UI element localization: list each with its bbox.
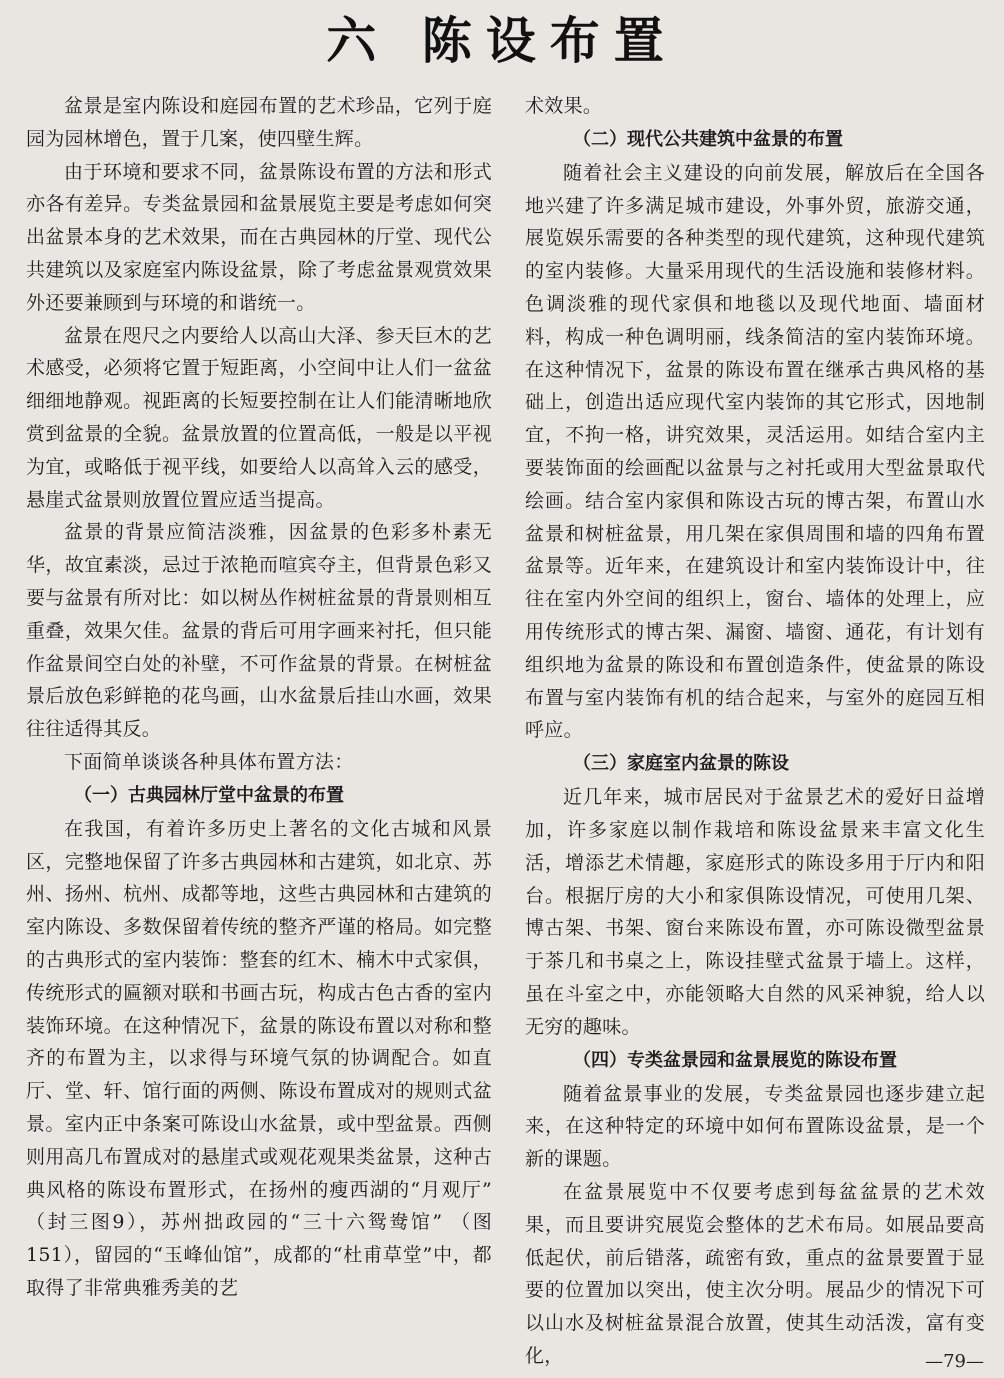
paragraph: 随着盆景事业的发展，专类盆景园也逐步建立起来，在这种特定的环境中如何布置陈设盆景，是一个新的课题。	[525, 1082, 985, 1171]
paragraph: 随着社会主义建设的向前发展，解放后在全国各地兴建了许多满足城市建设，外事外贸，旅游交通，展览娱乐需要的各种类型的现代建筑，这种现代建筑的室内装修。大量采用现代的生活设施和装修材料。色调淡雅的现代家俱和地毯以及现代地面、墙面材料，构成一种色调明丽，线条简洁的室内装饰环境。在这种情况下，盆景的陈设布置在继承古典风格的基础上，创造出适应现代室内装饰的其它形式，因地制宜，不拘一格，讲究效果，灵活运用。如结合室内主要装饰面的绘画配以盆景与之衬托或用大型盆景取代绘画。结合室内家俱和陈设古玩的博古架，布置山水盆景和树桩盆景，用几架在家俱周围和墙的四角布置盆景等。近年来，在建筑设计和室内装饰设计中，往往在室内外空间的组织上，窗台、墙体的处理上，应用传统形式的博古架、漏窗、墙窗、通花，有计划有组织地为盆景的陈设和布置创造条件，使盆景的陈设布置与室内装饰有机的结合起来，与室外的庭园互相呼应。	[525, 161, 985, 742]
section-heading: （四）专类盆景园和盆景展览的陈设布置	[573, 1049, 897, 1071]
paragraph: 盆景是室内陈设和庭园布置的艺术珍品，它列于庭园为园林增色，置于几案，使四壁生辉。	[26, 95, 492, 150]
paragraph: 近几年来，城市居民对于盆景艺术的爱好日益增加，许多家庭以制作栽培和陈设盆景来丰富文化生活，增添艺术情趣，家庭形式的陈设多用于厅内和阳台。根据厅房的大小和家俱陈设情况，可使用几架、博古架、书架、窗台来陈设布置，亦可陈设微型盆景于茶几和书桌之上，陈设挂壁式盆景于墙上。这样，虽在斗室之中，亦能领略大自然的风采神貌，给人以无穷的趣味。	[525, 786, 985, 1038]
paragraph: 术效果。	[525, 95, 603, 117]
paragraph: 在我国，有着许多历史上著名的文化古城和风景区，完整地保留了许多古典园林和古建筑，如北京、苏州、扬州、杭州、成都等地，这些古典园林和古建筑的室内陈设、多数保留着传统的整齐严谨的格局。如完整的古典形式的室内装饰：整套的红木、楠木中式家俱，传统形式的匾额对联和书画古玩，构成古色古香的室内装饰环境。在这种情况下，盆景的陈设布置以对称和整齐的布置为主，以求得与环境气氛的协调配合。如直厅、堂、轩、馆行面的两侧、陈设布置成对的规则式盆景。室内正中条案可陈设山水盆景，或中型盆景。西侧则用高几布置成对的悬崖式或观花观果类盆景，这种古典风格的陈设布置形式，在扬州的瘦西湖的“月观厅” （封三图9），苏州拙政园的“三十六鸳鸯馆” （图151），留园的“玉峰仙馆”，成都的“杜甫草堂”中，都取得了非常典雅秀美的艺	[26, 817, 492, 1299]
section-heading: （二）现代公共建筑中盆景的布置	[573, 128, 843, 150]
section-heading: （三）家庭室内盆景的陈设	[573, 753, 789, 775]
paragraph: 在盆景展览中不仅要考虑到每盆盆景的艺术效果，而且要讲究展览会整体的艺术布局。如展品要高低起伏，前后错落，疏密有致，重点的盆景要置于显要的位置加以突出，使主次分明。展品少的情况下可以山水及树桩盆景混合放置，使其生动活泼，富有变化，	[525, 1180, 985, 1367]
right-column	[525, 90, 985, 1373]
paragraph: 由于环境和要求不同，盆景陈设布置的方法和形式亦各有差异。专类盆景园和盆景展览主要是考虑如何突出盆景本身的艺术效果，而在古典园林的厅堂、现代公共建筑以及家庭室内陈设盆景，除了考虑盆景观赏效果外还要兼顾到与环境的和谐统一。	[26, 160, 492, 314]
paragraph: 盆景在咫尺之内要给人以高山大泽、参天巨木的艺术感受，必须将它置于短距离，小空间中让人们一盆盆细细地静观。视距离的长短要控制在让人们能清晰地欣赏到盆景的全貌。盆景放置的位置高低，一般是以平视为宜，或略低于视平线，如要给人以高耸入云的感受，悬崖式盆景则放置位置应适当提高。	[26, 324, 492, 511]
section-heading: （一）古典园林厅堂中盆景的布置	[74, 784, 344, 806]
paragraph: 下面简单谈谈各种具体布置方法：	[64, 750, 354, 773]
page-number: —79—	[925, 1351, 984, 1372]
chapter-title: 六 陈设布置	[326, 12, 678, 70]
left-column	[26, 90, 492, 1305]
paragraph: 盆景的背景应简洁淡雅，因盆景的色彩多朴素无华，故宜素淡，忌过于浓艳而喧宾夺主，但背景色彩又要与盆景有所对比：如以树丛作树桩盆景的背景则相互重叠，效果欠佳。盆景的背后可用字画来衬托，但只能作盆景间空白处的补壁，不可作盆景的背景。在树桩盆景后放色彩鲜艳的花鸟画，山水盆景后挂山水画，效果往往适得其反。	[26, 521, 492, 741]
